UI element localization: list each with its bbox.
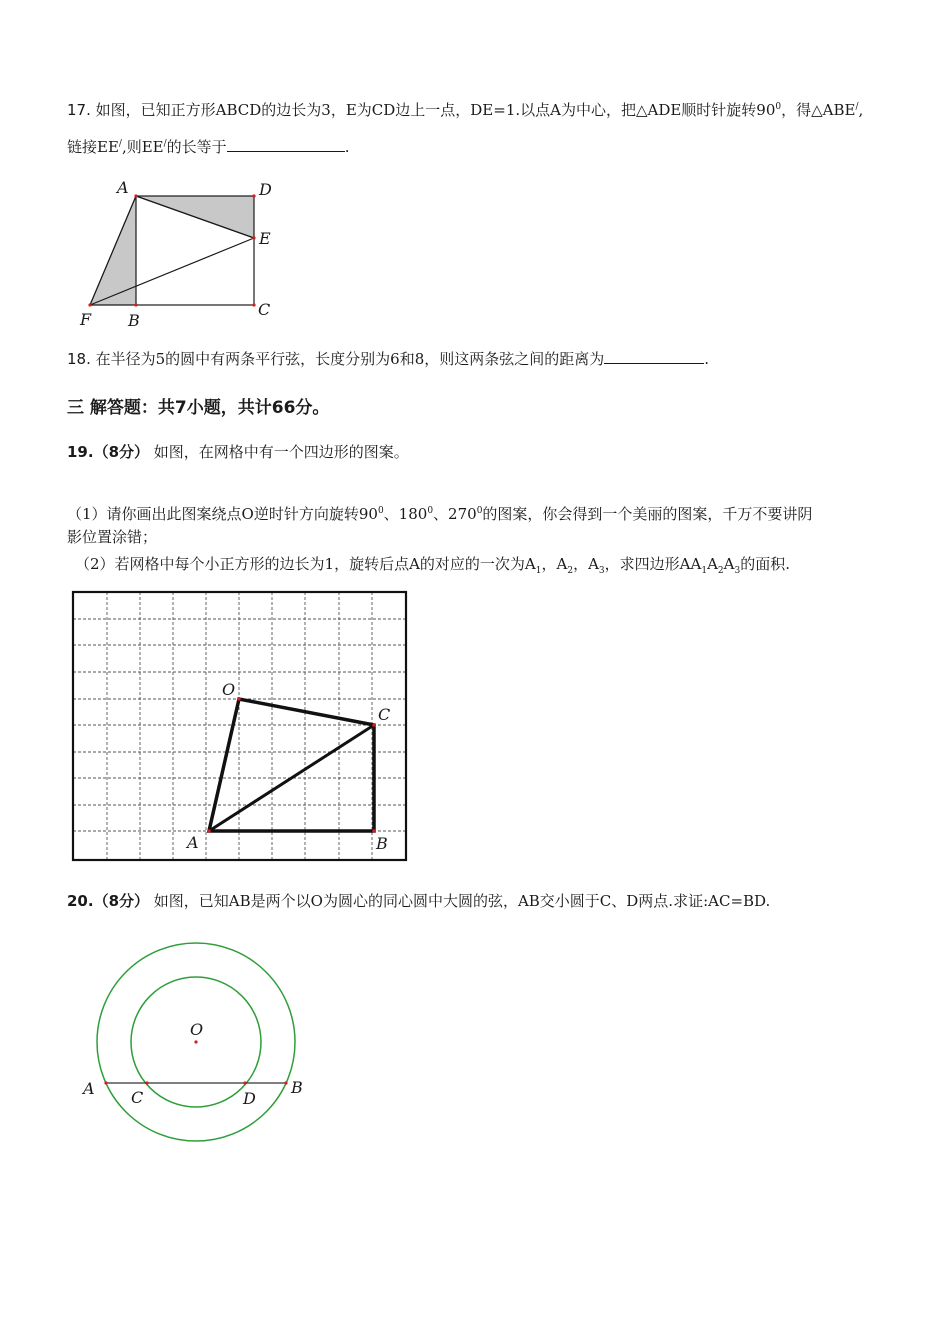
q19-p1-a: （1）请你画出此图案绕点O逆时针方向旋转90 <box>67 505 378 523</box>
q17-text-f: 的长等于 <box>166 138 227 156</box>
q19-number: 19. <box>67 443 94 461</box>
q17-text-b: ，得△ABE <box>781 101 856 119</box>
q20-point-o <box>194 1040 197 1043</box>
q19-p1-s2: 0 <box>427 506 434 516</box>
q19-label-o: O <box>222 680 236 699</box>
q19-p2-s4: 1 <box>701 566 708 576</box>
q20-label-o: O <box>190 1020 204 1039</box>
q20-label-b: B <box>291 1078 303 1097</box>
q19-p2-e: A <box>707 555 718 573</box>
q19-p1-c: 、270 <box>433 505 477 523</box>
q19-p2-s2: 2 <box>567 566 574 576</box>
q19-p2-s6: 3 <box>734 566 741 576</box>
q20-text: 如图，已知AB是两个以O为圆心的同心圆中大圆的弦，AB交小圆于C、D两点.求证:AC=BD. <box>153 892 771 910</box>
q19-p2-b: ，A <box>541 555 568 573</box>
q19-label-b: B <box>376 834 388 853</box>
q19-p2-s1: 1 <box>535 566 542 576</box>
q18-end: . <box>704 350 710 368</box>
q20-label-d: D <box>243 1089 256 1108</box>
q17-label-b: B <box>128 311 140 330</box>
q17-text-g: . <box>344 138 350 156</box>
section3-title: 三 解答题：共7小题，共计66分。 <box>67 398 330 418</box>
q17-prime2: / <box>118 139 122 149</box>
q17-label-d: D <box>259 180 272 199</box>
q18-text: 在半径为5的圆中有两条平行弦，长度分别为6和8，则这两条弦之间的距离为 <box>95 350 605 368</box>
q19-part1-line2: 影位置涂错； <box>67 528 158 546</box>
q20-point-c <box>145 1081 148 1084</box>
q20-label-a: A <box>83 1079 95 1098</box>
q20-label-c: C <box>131 1088 144 1107</box>
q17-label-a: A <box>117 178 129 197</box>
q17-label-f: F <box>80 310 92 329</box>
q20-point-a <box>104 1081 107 1084</box>
q19-label-c: C <box>378 705 391 724</box>
q17-deg: 0 <box>775 102 782 112</box>
q19-p2-c: ，A <box>573 555 599 573</box>
q20-number: 20. <box>67 892 94 910</box>
q17-text-c: , <box>858 101 864 119</box>
q17-text-e: ,则EE <box>121 138 164 156</box>
q20-score: （8分） <box>93 892 150 910</box>
q19-p1-d: 的图案，你会得到一个美丽的图案，千万不要讲阴 <box>482 505 813 523</box>
q19-label-a: A <box>187 833 199 852</box>
q19-text: 如图，在网格中有一个四边形的图案。 <box>153 443 409 461</box>
q17-text-a: 如图，已知正方形ABCD的边长为3，E为CD边上一点，DE=1.以点A为中心，把△ADE顺时针旋转90 <box>95 101 776 119</box>
q20-point-d <box>243 1081 246 1084</box>
q19-p1-b: 、180 <box>383 505 428 523</box>
q19-p2-f: A <box>723 555 735 573</box>
q17-prime3: / <box>163 139 167 149</box>
q18-number: 18. <box>67 350 91 368</box>
q17-label-e: E <box>259 229 271 248</box>
q19-p2-s3: 3 <box>598 566 605 576</box>
q19-p2-a: （2）若网格中每个小正方形的边长为1，旋转后点A的对应的一次为A <box>75 555 536 573</box>
q19-p2-d: ，求四边形AA <box>604 555 702 573</box>
q17-prime1: / <box>855 102 859 112</box>
q17-text-d: 链接EE <box>67 138 119 156</box>
q17-number: 17. <box>67 101 91 119</box>
q17-label-c: C <box>258 300 271 319</box>
q19-p2-s5: 2 <box>717 566 724 576</box>
q19-p2-g: 的面积. <box>740 555 790 573</box>
q19-score: （8分） <box>93 443 150 461</box>
q19-p1-s3: 0 <box>476 506 483 516</box>
q19-p1-s1: 0 <box>377 506 384 516</box>
q20-point-b <box>284 1081 287 1084</box>
